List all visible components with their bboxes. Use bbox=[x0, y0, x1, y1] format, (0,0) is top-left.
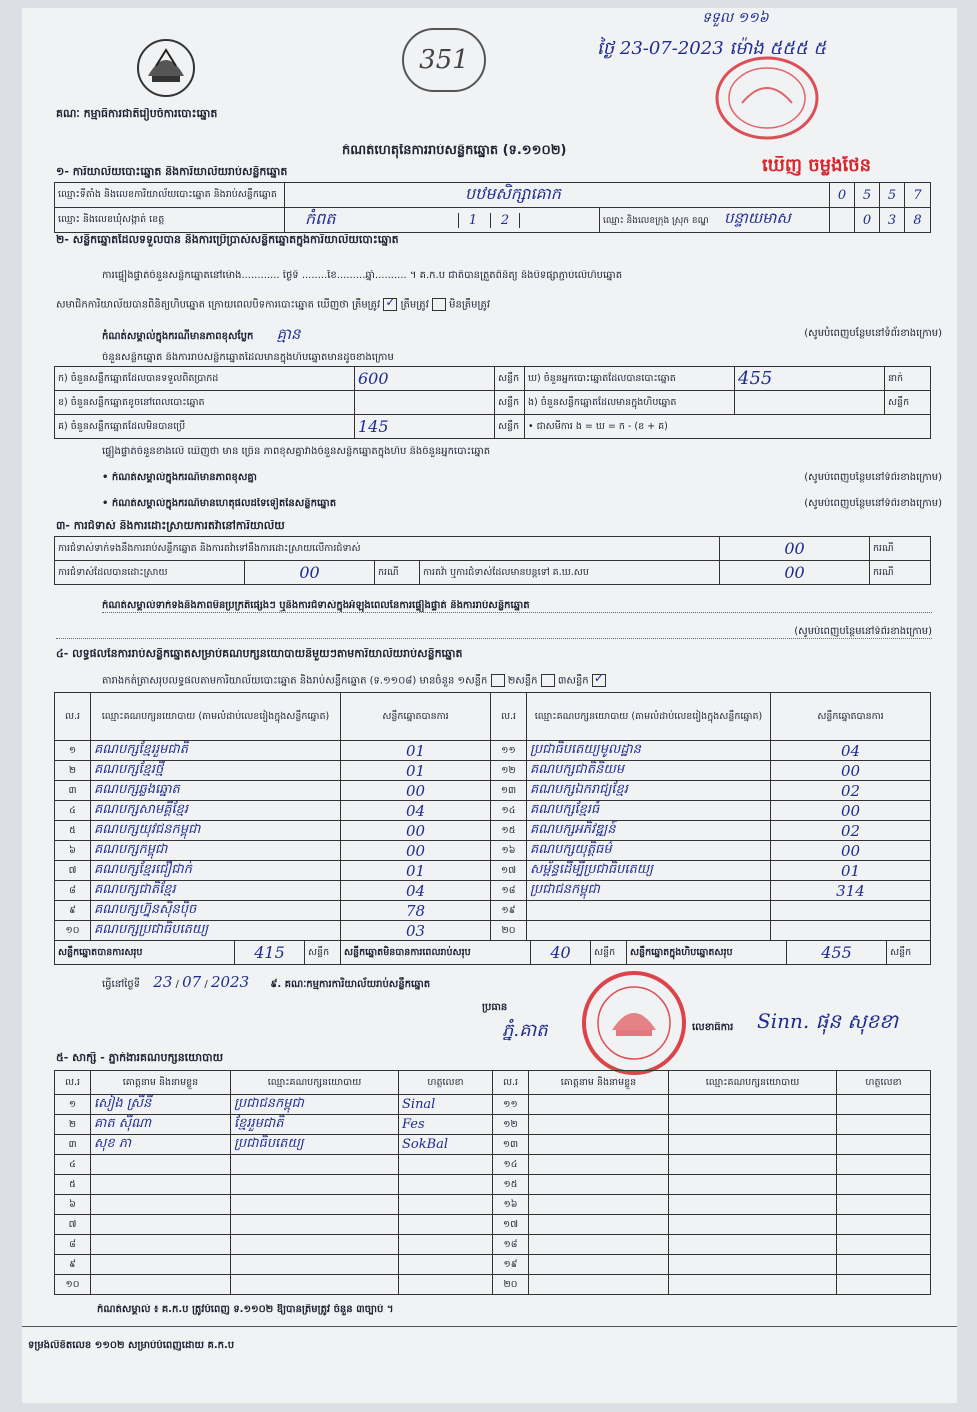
witness-party bbox=[669, 1235, 837, 1255]
table-row bbox=[55, 861, 931, 881]
witness-party bbox=[669, 1275, 837, 1295]
party-no: ១៦ bbox=[491, 841, 527, 861]
witness-party bbox=[231, 1255, 399, 1275]
col-no-left: ល.រ bbox=[55, 693, 91, 741]
party-votes bbox=[771, 921, 931, 941]
section1-title: ១- ការិយាល័យបោះឆ្នោត និងការិយាល័យរាប់សន្លឹកឆ្នោត bbox=[56, 166, 288, 178]
rowD-value: 455 bbox=[735, 367, 885, 391]
total-box-value: 455 bbox=[787, 941, 887, 965]
party-votes: 03 bbox=[341, 921, 491, 941]
witness-name bbox=[91, 1175, 231, 1195]
table-row bbox=[55, 1255, 931, 1275]
witness-name bbox=[529, 1115, 669, 1135]
witness-no: ២ bbox=[55, 1115, 91, 1135]
party-name: គណបក្សខ្មែរថ្មី bbox=[91, 761, 341, 781]
committee-label: ៩. គណៈកម្មការការិយាល័យរាប់សន្លឹកឆ្នោត bbox=[270, 979, 431, 990]
table-row bbox=[55, 741, 931, 761]
date-label: ធ្វើនៅថ្ងៃទី bbox=[102, 979, 141, 990]
total-invalid-value: 40 bbox=[531, 941, 591, 965]
party-votes bbox=[771, 901, 931, 921]
witness-no: ៧ bbox=[55, 1215, 91, 1235]
rowD-label: ឃ) ចំនួនអ្នកបោះឆ្នោតដែលបានបោះឆ្នោត bbox=[525, 367, 735, 391]
secretary-signature: Sinn. ផុន សុខខា bbox=[757, 1009, 899, 1033]
bullet2: • កំណត់សម្គាល់ក្នុងករណីមានហេតុផលដទៃទៀតនៃសន្លឹកឆ្នោត bbox=[102, 498, 337, 509]
red-stamp-top bbox=[712, 53, 822, 143]
party-no: ១៧ bbox=[491, 861, 527, 881]
table-row bbox=[55, 921, 931, 941]
section1-table bbox=[54, 182, 931, 233]
district-no-2: 3 bbox=[880, 208, 905, 233]
witness-sign bbox=[837, 1215, 931, 1235]
witness-sign: Fes bbox=[399, 1115, 493, 1135]
table-row bbox=[55, 1115, 931, 1135]
party-name: គណបក្សជាតិខ្មែរ bbox=[91, 881, 341, 901]
committee-name: គណៈ កម្មាធិការជាតិរៀបចំការបោះឆ្នោត bbox=[56, 108, 218, 120]
witness-party bbox=[669, 1195, 837, 1215]
witness-sign: SokBal bbox=[399, 1135, 493, 1155]
table-row bbox=[55, 781, 931, 801]
witness-sign bbox=[837, 1235, 931, 1255]
party-votes: 04 bbox=[341, 881, 491, 901]
col-votes-right: សន្លឹកឆ្នោតបានការ bbox=[771, 693, 931, 741]
ok-checkbox[interactable] bbox=[383, 298, 397, 311]
table-row bbox=[55, 1175, 931, 1195]
party-name: សម្ព័ន្ធដើម្បីប្រជាធិបតេយ្យ bbox=[527, 861, 771, 881]
witness-party: ប្រជាធិបតេយ្យ bbox=[231, 1135, 399, 1155]
rowB-value bbox=[355, 391, 495, 415]
party-no: ៨ bbox=[55, 881, 91, 901]
objection-row2-label: ការជំទាស់ដែលបានដោះស្រាយ bbox=[55, 561, 245, 585]
commune-label: ឈ្មោះ និងលេខឃុំសង្កាត់ ខេត្ត bbox=[55, 208, 285, 233]
witness-party bbox=[669, 1255, 837, 1275]
form-title: កំណត់ហេតុនៃការរាប់សន្លឹកឆ្នោត (ទ.១១០២) bbox=[342, 144, 567, 158]
witness-no: ១៦ bbox=[493, 1195, 529, 1215]
district-no-3: 8 bbox=[905, 208, 931, 233]
objection-row3-value: 00 bbox=[720, 561, 870, 585]
secretary-label: លេខាធិការ bbox=[692, 1022, 734, 1033]
table-row bbox=[55, 1215, 931, 1235]
stamp-number: 351 bbox=[402, 28, 486, 92]
party-no: ១៩ bbox=[491, 901, 527, 921]
office-no-3: 5 bbox=[880, 183, 905, 208]
objection-row3-label: ការតវ៉ា ឬការជំទាស់ដែលមានបន្តទៅ គ.ឃ.សប bbox=[420, 561, 720, 585]
party-votes: 00 bbox=[341, 781, 491, 801]
party-no: ២០ bbox=[491, 921, 527, 941]
party-name: ប្រជាធិបតេយ្យមូលដ្ឋាន bbox=[527, 741, 771, 761]
witness-no: ១៩ bbox=[493, 1255, 529, 1275]
witness-sign bbox=[837, 1175, 931, 1195]
witness-name bbox=[529, 1235, 669, 1255]
rowB-label: ខ) ចំនួនសន្លឹកឆ្នោតខូចនៅពេលបោះឆ្នោត bbox=[55, 391, 355, 415]
office-value: បឋមសិក្សាគោក bbox=[285, 183, 830, 208]
witness-name bbox=[529, 1195, 669, 1215]
witness-no: ១២ bbox=[493, 1115, 529, 1135]
total-valid-value: 415 bbox=[235, 941, 305, 965]
party-votes: 00 bbox=[341, 821, 491, 841]
party-name: គណបក្សខ្មែរជឿជាក់ bbox=[91, 861, 341, 881]
witness-name bbox=[529, 1155, 669, 1175]
ok-label: ត្រឹមត្រូវ bbox=[400, 299, 429, 311]
office-no-1: 0 bbox=[830, 183, 855, 208]
table-row bbox=[55, 801, 931, 821]
party-no: ១ bbox=[55, 741, 91, 761]
witness-no: ១ bbox=[55, 1095, 91, 1115]
party-votes: 314 bbox=[771, 881, 931, 901]
w-col-party-left: ឈ្មោះគណបក្សនយោបាយ bbox=[231, 1071, 399, 1095]
witness-no: ១០ bbox=[55, 1275, 91, 1295]
rowA-label: ក) ចំនួនសន្លឹកឆ្នោតដែលបានទទួលពិតប្រាកដ bbox=[55, 367, 355, 391]
party-no: ១០ bbox=[55, 921, 91, 941]
witness-no: ២០ bbox=[493, 1275, 529, 1295]
witness-no: ១៧ bbox=[493, 1215, 529, 1235]
witness-party bbox=[231, 1195, 399, 1215]
table-row bbox=[55, 1135, 931, 1155]
note-hint: (សូមបំពេញបន្ថែមនៅទំព័រខាងក្រោម) bbox=[804, 328, 942, 339]
witness-no: ៦ bbox=[55, 1195, 91, 1215]
party-votes: 04 bbox=[341, 801, 491, 821]
party-no: ១៨ bbox=[491, 881, 527, 901]
date-month: 07 bbox=[182, 974, 202, 991]
party-name: គណបក្សឆ្លងឆ្នោត bbox=[91, 781, 341, 801]
witness-no: ១១ bbox=[493, 1095, 529, 1115]
bullet1-hint: (សូមបំពេញបន្ថែមនៅទំព័រខាងក្រោម) bbox=[804, 472, 942, 483]
witness-sign bbox=[837, 1195, 931, 1215]
table-row bbox=[55, 901, 931, 921]
party-votes: 00 bbox=[771, 801, 931, 821]
check-line: ផ្ទៀងផ្ទាត់ចំនួនខាងលើ ឃើញថា មាន ច្រើន ភាពខុសគ្នាវាងចំនួនសន្លឹកឆ្នោតក្នុងហិប និងចំនួនអ្នកបោះឆ្នោត bbox=[102, 446, 491, 457]
witness-sign bbox=[837, 1155, 931, 1175]
witness-sign bbox=[399, 1235, 493, 1255]
date-year: 2023 bbox=[210, 974, 250, 991]
witness-party: ខ្មែររួមជាតិ bbox=[231, 1115, 399, 1135]
w-col-name-right: គោត្តនាម និងនាមខ្លួន bbox=[529, 1071, 669, 1095]
party-name: គណបក្សយុវជនកម្ពុជា bbox=[91, 821, 341, 841]
district-no-1: 0 bbox=[855, 208, 880, 233]
witness-sign bbox=[399, 1275, 493, 1295]
party-no: ៤ bbox=[55, 801, 91, 821]
emblem-icon bbox=[134, 36, 198, 100]
witness-table bbox=[54, 1070, 931, 1295]
witness-name bbox=[91, 1235, 231, 1255]
footer-note: កំណត់សម្គាល់ ៖ គ.ក.ប ត្រូវបំពេញ ទ.១១០២ ឱ្យបានត្រឹមត្រូវ ចំនួន ៣ច្បាប់ ។ bbox=[97, 1304, 394, 1315]
rowC-label: គ) ចំនួនសន្លឹកឆ្នោតដែលមិនបានប្រើ bbox=[55, 415, 355, 439]
col-votes-left: សន្លឹកឆ្នោតបានការ bbox=[341, 693, 491, 741]
section3-title: ៣- ការជំទាស់ និងការដោះស្រាយការតវ៉ានៅការិយាល័យ bbox=[56, 520, 285, 532]
witness-sign bbox=[837, 1255, 931, 1275]
witness-party bbox=[669, 1155, 837, 1175]
party-name: គណបក្សហ្វ៊ុនស៊ិនប៉ិច bbox=[91, 901, 341, 921]
witness-party bbox=[669, 1175, 837, 1195]
party-name: គណបក្សអភិវឌ្ឍន៍ bbox=[527, 821, 771, 841]
witness-name bbox=[529, 1215, 669, 1235]
witness-sign bbox=[837, 1275, 931, 1295]
party-votes: 01 bbox=[771, 861, 931, 881]
not-ok-label: មិនត្រឹមត្រូវ bbox=[449, 299, 490, 311]
received-date: ថ្ងៃ 23-07-2023 ម៉ោង ៥៥៥ ៥ bbox=[597, 38, 827, 59]
objection-row1-value: 00 bbox=[720, 537, 870, 561]
section3-hint: (សូមបំពេញបន្ថែមនៅទំព័រខាងក្រោម) bbox=[56, 626, 932, 639]
witness-no: ១៨ bbox=[493, 1235, 529, 1255]
witness-sign: Sinal bbox=[399, 1095, 493, 1115]
witness-sign bbox=[399, 1155, 493, 1175]
opt1-label: ២សន្លឹក bbox=[507, 675, 538, 687]
party-no: ៦ bbox=[55, 841, 91, 861]
party-name bbox=[527, 921, 771, 941]
party-no: ១២ bbox=[491, 761, 527, 781]
col-party-left: ឈ្មោះគណបក្សនយោបាយ (តាមលំដាប់លេខរៀងក្នុងសន្លឹកឆ្នោត) bbox=[91, 693, 341, 741]
witness-name: សុខ ភា bbox=[91, 1135, 231, 1155]
witness-name bbox=[91, 1215, 231, 1235]
party-name: គណបក្សប្រជាធិបតេយ្យ bbox=[91, 921, 341, 941]
witness-party bbox=[231, 1175, 399, 1195]
note-value: គ្មាន bbox=[276, 326, 301, 343]
witness-name bbox=[529, 1275, 669, 1295]
section4-title: ៤- លទ្ធផលនៃការរាប់សន្លឹកឆ្នោតសម្រាប់គណបក្សនយោបាយនីមួយៗតាមការិយាល័យរាប់សន្លឹកឆ្នោត bbox=[56, 648, 463, 660]
witness-party bbox=[669, 1135, 837, 1155]
w-col-no-left: ល.រ bbox=[55, 1071, 91, 1095]
office-label: ឈ្មោះទីតាំង និងលេខការិយាល័យបោះឆ្នោត និងរាប់សន្លឹកឆ្នោត bbox=[55, 183, 285, 208]
witness-party: ប្រជាជនកម្ពុជា bbox=[231, 1095, 399, 1115]
party-votes: 04 bbox=[771, 741, 931, 761]
w-col-name-left: គោត្តនាម និងនាមខ្លួន bbox=[91, 1071, 231, 1095]
party-votes: 01 bbox=[341, 741, 491, 761]
chief-label: ប្រធាន bbox=[482, 1002, 508, 1013]
witness-name bbox=[91, 1155, 231, 1175]
not-ok-checkbox[interactable] bbox=[432, 298, 446, 311]
w-col-sign-right: ហត្ថលេខា bbox=[837, 1071, 931, 1095]
party-no: ៧ bbox=[55, 861, 91, 881]
party-no: ១៤ bbox=[491, 801, 527, 821]
rowF-label: • ជាសមីការ ង = ឃ = ក - (ខ + គ) bbox=[525, 415, 931, 439]
witness-name bbox=[91, 1275, 231, 1295]
sheet2-checkbox[interactable] bbox=[541, 674, 555, 687]
opt2-label: ៣សន្លឹក bbox=[557, 675, 589, 687]
witness-party bbox=[231, 1235, 399, 1255]
party-votes: 01 bbox=[341, 761, 491, 781]
party-name: គណបក្សខ្មែររួមជាតិ bbox=[91, 741, 341, 761]
results-totals: សន្លឹកឆ្នោតបានការសរុប 415 សន្លឹក សន្លឹកឆ្នោតមិនបានការពេលរាប់សរុប 40 សន្លឹក សន្លឹកឆ្នោតក្នុងហិបឆ្នោតសរុប 455 សន្លឹក bbox=[54, 940, 931, 965]
w-col-no-right: ល.រ bbox=[493, 1071, 529, 1095]
party-votes: 00 bbox=[771, 761, 931, 781]
party-no: ៥ bbox=[55, 821, 91, 841]
witness-name bbox=[529, 1255, 669, 1275]
section2-intro: ចំនួនសន្លឹកឆ្នោត និងការរាប់សន្លឹកឆ្នោតដែលមានក្នុងហិបឆ្នោតមានដូចខាងក្រោម bbox=[102, 352, 394, 363]
col-no-right: ល.រ bbox=[491, 693, 527, 741]
party-no: ២ bbox=[55, 761, 91, 781]
witness-party bbox=[669, 1115, 837, 1135]
party-votes: 01 bbox=[341, 861, 491, 881]
office-no-2: 5 bbox=[855, 183, 880, 208]
witness-party bbox=[231, 1155, 399, 1175]
witness-party bbox=[231, 1275, 399, 1295]
section3-note: កំណត់សម្គាល់ទាក់ទងនឹងភាពមិនប្រក្រតីផ្សេងៗ ឬនឹងការជំទាស់ក្នុងអំឡុងពេលនៃការផ្ទៀងផ្ទាត់ និងការរាប់សន្លឹកឆ្នោត bbox=[102, 600, 932, 613]
objection-table: ការជំទាស់ទាក់ទងនឹងការរាប់សន្លឹកឆ្នោត និងការតវ៉ាទៅនឹងការដោះស្រាយលើការជំទាស់ 00 ករណី ការជំទាស់ដែលបានដោះស្រាយ 00 ករណី ការតវ៉ា ឬការជំទាស់ដែលមានបន្តទៅ គ.ឃ.សប 00 ករណី bbox=[54, 536, 931, 585]
party-name: គណបក្សជាតិនិយម bbox=[527, 761, 771, 781]
table-row bbox=[55, 821, 931, 841]
ballot-count-table: ក) ចំនួនសន្លឹកឆ្នោតដែលបានទទួលពិតប្រាកដ 600 សន្លឹក ឃ) ចំនួនអ្នកបោះឆ្នោតដែលបានបោះឆ្នោត 455 នាក់ ខ) ចំនួនសន្លឹកឆ្នោតខូចនៅពេលបោះឆ្នោត សន្លឹក ង) ចំនួនសន្លឹកឆ្នោតដែលមានក្នុងហិបឆ្នោត សន្លឹក គ) ចំនួនសន្លឹកឆ្នោតដែលមិនបានប្រើ 145 សន្លឹក • ជាសមីការ ង = ឃ = ក - (ខ + គ) bbox=[54, 366, 931, 439]
party-votes: 02 bbox=[771, 781, 931, 801]
witness-party bbox=[669, 1095, 837, 1115]
witness-name: សៀង ស្រីនី bbox=[91, 1095, 231, 1115]
witness-name bbox=[529, 1095, 669, 1115]
w-col-party-right: ឈ្មោះគណបក្សនយោបាយ bbox=[669, 1071, 837, 1095]
form-page: គណៈ កម្មាធិការជាតិរៀបចំការបោះឆ្នោត 351 ទទួល ១១៦ ថ្ងៃ 23-07-2023 ម៉ោង ៥៥៥ ៥ ឃើញ ចម្លងថែន កំណត់ហេតុនៃការរាប់សន្លឹកឆ្នោត (ទ.១១០២) ១- ការិយាល័យបោះឆ្នោត និងការិយាល័យរាប់សន្លឹកឆ្នោត ឈ្មោះទីតាំង និងលេខការិយាល័យបោះឆ្នោត និងរាប់សន្លឹកឆ្នោត បឋមសិក្សាគោក 0 5 5 7 ឈ្មោះ និងលេខឃុំសង្កាត់ ខេត្ត កំពត 1 2 ឈ្មោះ និងលេខក្រុង ស្រុក ខណ្ឌ បន្ទាយមាស 0 3 8 ២- សន្លឹកឆ្នោតដែលទទួលបាន និងការប្រើប្រាស់សន្លឹកឆ្នោតក្នុងការិយាល័យបោះឆ្នោត ការផ្ទៀងផ្ទាត់ចំនួនសន្លឹកឆ្នោតនៅម៉ោង............ ថ្ងៃទី ........ខែ.........ឆ្នាំ.......... ។ គ.ក.ប ជាតិបានត្រួតពិនិត្យ និងបិទផ្សាភ្ជាប់លើហិបឆ្នោត សមាជិកការិយាល័យបានពិនិត្យហិបឆ្នោត ក្រោយពេលបិទការបោះឆ្នោត ឃើញថា ត្រឹមត្រូវ ✓ ត្រឹមត្រូវ មិនត្រឹមត្រូវ កំណត់សម្គាល់ក្នុងករណីមានភាពខុសប្លែក គ្មាន (សូមបំពេញបន្ថែមនៅទំព័រខាងក្រោម) ចំនួនសន្លឹកឆ្នោត និងការរាប់សន្លឹកឆ្នោតដែលមានក្នុងហិបឆ្នោតមានដូចខាងក្រោម ក) ចំនួនសន្លឹកឆ្នោតដែលបានទទួលពិតប្រាកដ 600 សន្លឹក ឃ) ចំនួនអ្នកបោះឆ្នោតដែលបានបោះឆ្នោត 455 នាក់ ខ) ចំនួនសន្លឹកឆ្នោតខូចនៅពេលបោះឆ្នោត សន្លឹក ង) ចំនួនសន្លឹកឆ្នោតដែលមានក្នុងហិបឆ្នោត សន្លឹក គ) ចំនួនសន្លឹកឆ្នោតដែលមិនបានប្រើ 145 សន្លឹក • ជាសមីការ ង = ឃ = ក - (ខ + គ) ផ្ទៀងផ្ទាត់ចំនួនខាងលើ ឃើញថា មាន ច្រើន ភាពខុសគ្នាវាងចំនួនសន្លឹកឆ្នោតក្នុងហិប និងចំនួនអ្នកបោះឆ្នោត • កំណត់សម្គាល់ក្នុងករណីមានភាពខុសគ្នា (សូមបំពេញបន្ថែមនៅទំព័រខាងក្រោម) • កំណត់សម្គាល់ក្នុងករណីមានហេតុផលដទៃទៀតនៃសន្លឹកឆ្នោត (សូមបំពេញបន្ថែមនៅទំព័រខាងក្រោម) ៣- ការជំទាស់ និងការដោះស្រាយការតវ៉ានៅការិយាល័យ ការជំទាស់ទាក់ទងនឹងការរាប់សន្លឹកឆ្នោត និងការតវ៉ាទៅនឹងការដោះស្រាយលើការជំទាស់ 00 ករណី ការជំទាស់ដែលបានដោះស្រាយ 00 ករណី ការតវ៉ា ឬការជំទាស់ដែលមានបន្តទៅ គ.ឃ.សប 00 ករណី កំណត់សម្គាល់ទាក់ទងនឹងភាពមិនប្រក្រតីផ្សេងៗ ឬនឹងការជំទាស់ក្នុងអំឡុងពេលនៃការផ្ទៀងផ្ទាត់ និងការរាប់សន្លឹកឆ្នោត (សូមបំពេញបន្ថែមនៅទំព័រខាងក្រោម) ៤- លទ្ធផលនៃការរាប់សន្លឹកឆ្នោតសម្រាប់គណបក្សនយោបាយនីមួយៗតាមការិយាល័យរាប់សន្លឹកឆ្នោត តារាងកត់ត្រាសរុបលទ្ធផលតាមការិយាល័យបោះឆ្នោត និងរាប់សន្លឹកឆ្នោត (ទ.១១០៨) មានចំនួន ១សន្លឹក ២សន្លឹក ៣សន្លឹក ✓ ល.រ ឈ្មោះគណបក្សនយោបាយ (តាមលំដាប់លេខរៀងក្នុងសន្លឹកឆ្នោត) សន្លឹកឆ្នោតបានការ ល.រ ឈ្មោះគណបក្សនយោបាយ (តាមលំដាប់លេខរៀងក្នុងសន្លឹកឆ្នោត) សន្លឹកឆ្នោតបានការ ១ គណបក្សខ្មែររួមជាតិ 01 ១១ ប្រជាធិបតេយ្យមូលដ្ឋាន 04 ២ គណបក្សខ្មែរថ្មី 01 ១២ គណបក្សជាតិនិយម 00 ៣ គណបក្សឆ្លងឆ្នោត 00 ១៣ គណបក្សឯករាជ្យខ្មែរ 02 ៤ គណបក្សសាមគ្គីខ្មែរ 04 ១៤ គណបក្សខ្មែរធំ 00 ៥ គណបក្សយុវជនកម្ពុជា 00 ១៥ គណបក្សអភិវឌ្ឍន៍ 02 ៦ គណបក្សកម្ពុជា 00 ១៦ គណបក្សយុត្តិធម៌ 00 ៧ គណបក្សខ្មែរជឿជាក់ 01 ១៧ សម្ព័ន្ធដើម្បីប្រជាធិបតេយ្យ 01 ៨ គណបក្សជាតិខ្មែរ 04 ១៨ ប្រជាជនកម្ពុជា 314 ៩ គណបក្សហ្វ៊ុនស៊ិនប៉ិច 78 ១៩ ១០ គណបក្សប្រជាធិបតេយ្យ 03 ២០ សន្លឹកឆ្នោតបានការសរុប 415 សន្លឹក សន្លឹកឆ្នោតមិនបានការពេលរាប់សរុប 40 សន្លឹក សន្លឹកឆ្នោតក្នុងហិបឆ្នោតសរុប 455 សន្លឹក ធ្វើនៅថ្ងៃទី 23 / 07 / 2023 ៩. គណៈកម្មការការិយាល័យរាប់សន្លឹកឆ្នោត ប្រធាន ភ្នំ.គាត លេខាធិការ Sinn. ផុន សុខខា ៥- សាក្សី - ភ្នាក់ងារគណបក្សនយោបាយ ល.រ គោត្តនាម និងនាមខ្លួន ឈ្មោះគណបក្សនយោបាយ ហត្ថលេខា ល.រ គោត្តនាម និងនាមខ្លួន ឈ្មោះគណបក្សនយោបាយ ហត្ថលេខា ១ សៀង ស្រីនី ប្រជាជនកម្ពុជា Sinal ១១ ២ គាត ស៊ីណា ខ្មែររួមជាតិ Fes ១២ ៣ សុខ ភា ប្រជាធិបតេយ្យ SokBal ១៣ ៤ ១៤ ៥ ១៥ ៦ ១៦ ៧ ១៧ ៨ ១៨ ៩ ១៩ ១០ ២០ កំណត់សម្គាល់ ៖ គ.ក.ប ត្រូវបំពេញ ទ.១១០២ ឱ្យបានត្រឹមត្រូវ ចំនួន ៣ច្បាប់ ។ ទម្រង់លិខិតលេខ ១១០២ សម្រាប់បំពេញដោយ គ.ក.ប bbox=[22, 8, 957, 1403]
witness-no: ៣ bbox=[55, 1135, 91, 1155]
commune-no-2: 2 bbox=[490, 213, 520, 228]
table-row bbox=[55, 1235, 931, 1255]
witness-name: គាត ស៊ីណា bbox=[91, 1115, 231, 1135]
objection-row2-value: 00 bbox=[245, 561, 375, 585]
section4-intro: តារាងកត់ត្រាសរុបលទ្ធផលតាមការិយាល័យបោះឆ្នោត និងរាប់សន្លឹកឆ្នោត (ទ.១១០៨) មានចំនួន ១សន្លឹក bbox=[102, 675, 488, 687]
table-row bbox=[55, 761, 931, 781]
commune-value: កំពត bbox=[305, 209, 336, 228]
party-name: គណបក្សខ្មែរធំ bbox=[527, 801, 771, 821]
party-name: គណបក្សសាមគ្គីខ្មែរ bbox=[91, 801, 341, 821]
witness-name bbox=[529, 1175, 669, 1195]
party-votes: 00 bbox=[771, 841, 931, 861]
table-row bbox=[55, 1195, 931, 1215]
witness-sign bbox=[837, 1115, 931, 1135]
witness-sign bbox=[399, 1255, 493, 1275]
district-value: បន្ទាយមាស bbox=[724, 209, 791, 227]
witness-sign bbox=[837, 1135, 931, 1155]
section5-title: ៥- សាក្សី - ភ្នាក់ងារគណបក្សនយោបាយ bbox=[56, 1052, 224, 1064]
witness-no: ៨ bbox=[55, 1235, 91, 1255]
note-label: កំណត់សម្គាល់ក្នុងករណីមានភាពខុសប្លែក bbox=[102, 331, 254, 342]
received-note: ទទួល ១១៦ bbox=[702, 10, 769, 26]
witness-party bbox=[231, 1215, 399, 1235]
section2-line1: ការផ្ទៀងផ្ទាត់ចំនួនសន្លឹកឆ្នោតនៅម៉ោង............ ថ្ងៃទី ........ខែ.........ឆ្នាំ.......... ។ គ.ក.ប ជាតិបានត្រួតពិនិត្យ និងបិទផ្សាភ្ជាប់លើហិបឆ្នោត bbox=[102, 270, 623, 281]
commune-no-1: 1 bbox=[458, 213, 487, 228]
district-label: ឈ្មោះ និងលេខក្រុង ស្រុក ខណ្ឌ bbox=[603, 216, 709, 226]
witness-no: ១៥ bbox=[493, 1175, 529, 1195]
rowE-label: ង) ចំនួនសន្លឹកឆ្នោតដែលមានក្នុងហិបឆ្នោត bbox=[525, 391, 735, 415]
witness-party bbox=[669, 1215, 837, 1235]
total-valid-label: សន្លឹកឆ្នោតបានការសរុប bbox=[55, 941, 235, 965]
section2-title: ២- សន្លឹកឆ្នោតដែលទទួលបាន និងការប្រើប្រាស់សន្លឹកឆ្នោតក្នុងការិយាល័យបោះឆ្នោត bbox=[56, 234, 399, 246]
party-no: ៣ bbox=[55, 781, 91, 801]
total-invalid-label: សន្លឹកឆ្នោតមិនបានការពេលរាប់សរុប bbox=[341, 941, 531, 965]
results-table bbox=[54, 692, 931, 941]
witness-sign bbox=[399, 1215, 493, 1235]
chief-signature: ភ្នំ.គាត bbox=[502, 1020, 548, 1041]
party-no: ១៣ bbox=[491, 781, 527, 801]
party-votes: 02 bbox=[771, 821, 931, 841]
witness-no: ៥ bbox=[55, 1175, 91, 1195]
witness-sign bbox=[399, 1175, 493, 1195]
party-votes: 78 bbox=[341, 901, 491, 921]
party-name: គណបក្សយុត្តិធម៌ bbox=[527, 841, 771, 861]
witness-name bbox=[529, 1135, 669, 1155]
party-name bbox=[527, 901, 771, 921]
rowE-value bbox=[735, 391, 885, 415]
rowA-value: 600 bbox=[355, 367, 495, 391]
witness-sign bbox=[399, 1195, 493, 1215]
sheet1-checkbox[interactable] bbox=[491, 674, 505, 687]
party-votes: 00 bbox=[341, 841, 491, 861]
table-row bbox=[55, 1275, 931, 1295]
witness-no: ៤ bbox=[55, 1155, 91, 1175]
witness-sign bbox=[837, 1095, 931, 1115]
party-name: ប្រជាជនកម្ពុជា bbox=[527, 881, 771, 901]
office-no-4: 7 bbox=[905, 183, 931, 208]
table-row bbox=[55, 1155, 931, 1175]
footer-bottom: ទម្រង់លិខិតលេខ ១១០២ សម្រាប់បំពេញដោយ គ.ក.ប bbox=[28, 1340, 235, 1351]
party-no: ១១ bbox=[491, 741, 527, 761]
witness-name bbox=[91, 1195, 231, 1215]
table-row bbox=[55, 1095, 931, 1115]
red-label: ឃើញ ចម្លងថែន bbox=[762, 156, 872, 176]
party-no: ៩ bbox=[55, 901, 91, 921]
witness-name bbox=[91, 1255, 231, 1275]
party-no: ១៥ bbox=[491, 821, 527, 841]
witness-no: ១៤ bbox=[493, 1155, 529, 1175]
objection-row1-label: ការជំទាស់ទាក់ទងនឹងការរាប់សន្លឹកឆ្នោត និងការតវ៉ាទៅនឹងការដោះស្រាយលើការជំទាស់ bbox=[55, 537, 720, 561]
bullet2-hint: (សូមបំពេញបន្ថែមនៅទំព័រខាងក្រោម) bbox=[804, 498, 942, 509]
section2-line2: សមាជិកការិយាល័យបានពិនិត្យហិបឆ្នោត ក្រោយពេលបិទការបោះឆ្នោត ឃើញថា ត្រឹមត្រូវ bbox=[56, 299, 381, 311]
col-party-right: ឈ្មោះគណបក្សនយោបាយ (តាមលំដាប់លេខរៀងក្នុងសន្លឹកឆ្នោត) bbox=[527, 693, 771, 741]
bullet1: • កំណត់សម្គាល់ក្នុងករណីមានភាពខុសគ្នា bbox=[102, 472, 257, 483]
rowC-value: 145 bbox=[355, 415, 495, 439]
party-name: គណបក្សកម្ពុជា bbox=[91, 841, 341, 861]
date-day: 23 bbox=[153, 974, 173, 991]
witness-no: ៩ bbox=[55, 1255, 91, 1275]
table-row bbox=[55, 841, 931, 861]
table-row bbox=[55, 881, 931, 901]
w-col-sign-left: ហត្ថលេខា bbox=[399, 1071, 493, 1095]
red-stamp-bottom bbox=[574, 968, 694, 1078]
witness-no: ១៣ bbox=[493, 1135, 529, 1155]
party-name: គណបក្សឯករាជ្យខ្មែរ bbox=[527, 781, 771, 801]
sheet3-checkbox[interactable] bbox=[592, 674, 606, 687]
total-box-label: សន្លឹកឆ្នោតក្នុងហិបឆ្នោតសរុប bbox=[627, 941, 787, 965]
